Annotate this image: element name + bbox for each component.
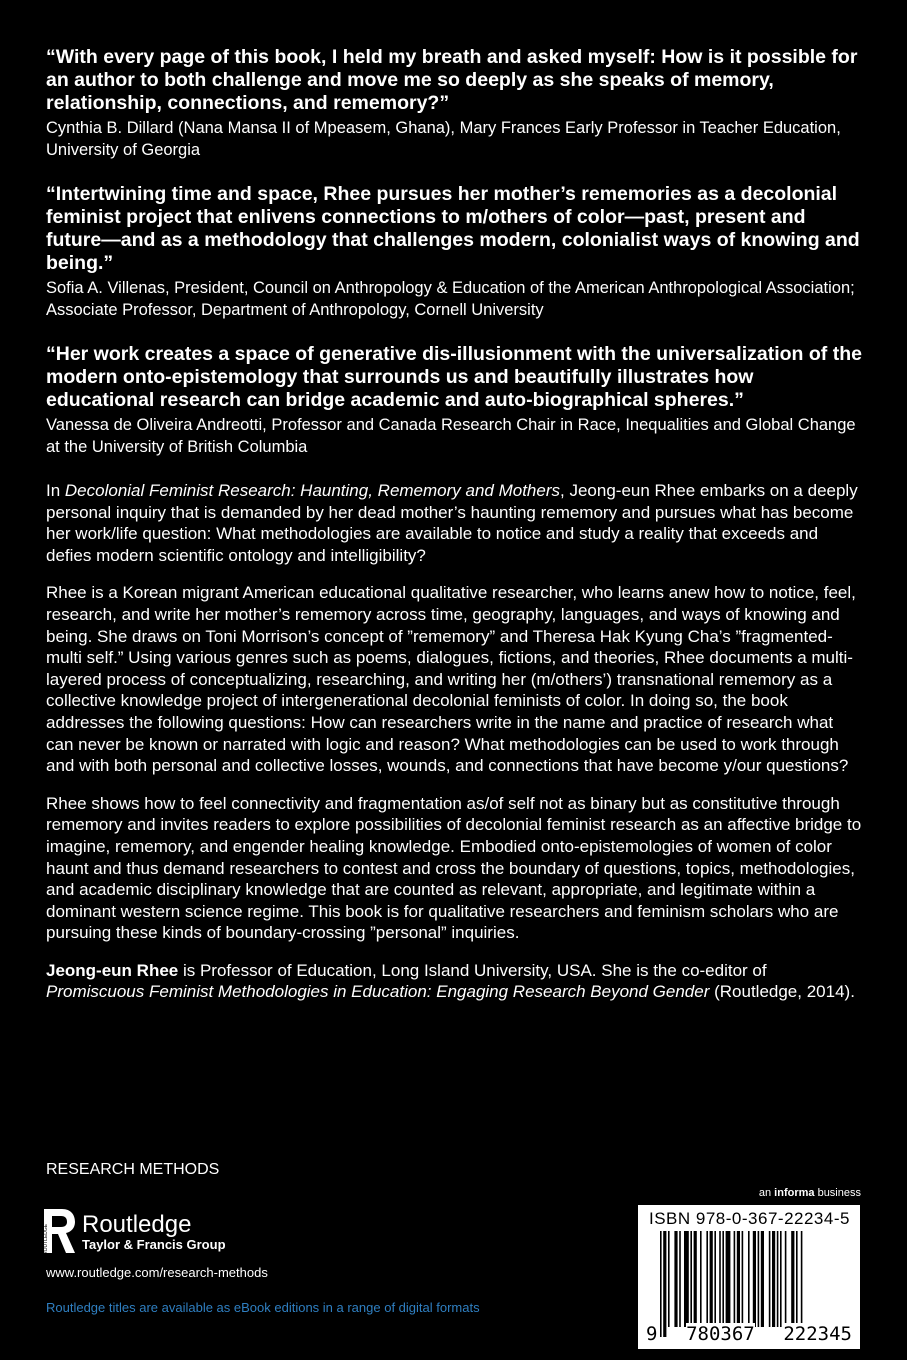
publisher-block [40,1207,226,1257]
barcode-bar [663,1231,666,1337]
blurb-attribution: Sofia A. Villenas, President, Council on Anthropology & Education of the American Anthropological Association; Associate Professor, Department of Anthropology, Cornell University [46,279,855,319]
description-paragraph-3: Rhee shows how to feel connectivity and fragmentation as/of self not as binary but as constitutive through rememory and invites readers to explore possibilities of decolonial feminist research as an affective bridge to imagine, rememory, and engender healing knowledge. Embodied onto-epistemologies of women of color haunt and thus demand researchers to contest and cross the boundary of questions, topics, methodologies, and academic disciplinary knowledge that are counted as relevant, appropriate, and legitimate within a dominant western science regime. This book is for qualitative researchers and feminism scholars who are pursuing these kinds of boundary-crossing ”personal” inquiries. [46,793,862,943]
blurb-2 [46,183,864,321]
barcode-bar [714,1231,716,1327]
barcode-bar [719,1231,721,1327]
subject-category: RESEARCH METHODS [46,1161,220,1178]
barcode-bar [753,1231,756,1327]
barcode-bar [722,1231,724,1327]
back-cover-content [46,46,864,1003]
blurb-quote: “Intertwining time and space, Rhee pursues her mother’s rememories as a decolonial feminist project that enlivens connections to m/others of color—past, present and future—and as a methodology that challenges modern, colonialist ways of knowing and being.” [46,183,860,274]
isbn-barcode [638,1205,860,1349]
barcode-bar [726,1231,731,1327]
barcode-bar [737,1231,740,1337]
barcode-bar [772,1231,775,1327]
blurb-quote: “Her work creates a space of generative dis-illusionment with the universalization of the modern onto-epistemology that surrounds us and beautifully illustrates how educational research can bridge academic and auto-biographical spheres.” [46,343,862,411]
publisher-website[interactable]: www.routledge.com/research-methods [46,1265,268,1280]
barcode-bar [710,1231,713,1327]
blurb-attribution: Cynthia B. Dillard (Nana Mansa II of Mpeasem, Ghana), Mary Frances Early Professor in Teacher Education, University of Georgia [46,119,841,159]
barcode-bar [684,1231,689,1327]
barcode-bar [791,1231,794,1327]
blurb-quote: “With every page of this book, I held my breath and asked myself: How is it possible for an author to both challenge and move me so deeply as she speaks of memory, relationship, connections, and rememory?” [46,46,858,114]
barcode-bar [761,1231,764,1327]
publisher-name: Routledge [82,1211,192,1238]
author-name: Jeong-eun Rhee [46,960,179,980]
publisher-group: Taylor & Francis Group [82,1237,226,1252]
coedited-title: Promiscuous Feminist Methodologies in Education: Engaging Research Beyond Gender [46,982,710,1002]
barcode-bar [734,1231,736,1337]
barcode-bar [758,1231,760,1327]
barcode-digits: 9 780367 222345 [646,1323,852,1345]
barcode-bar [748,1231,750,1327]
description-paragraph-1: In Decolonial Feminist Research: Haunting, Rememory and Mothers, Jeong-eun Rhee embarks on a deeply personal inquiry that is demanded by her dead mother’s haunting rememory and pursues what has become her work/life question: What methodologies are available to notice and study a reality that exceeds and defies modern scientific ontology and intelligibility? [46,481,858,565]
isbn-label: ISBN 978-0-367-22234-5 [649,1209,850,1228]
book-title: Decolonial Feminist Research: Haunting, Rememory and Mothers [64,481,561,500]
barcode-bar [780,1231,782,1327]
author-bio: Jeong-eun Rhee is Professor of Education, Long Island University, USA. She is the co-editor of Promiscuous Feminist Methodologies in Education: Engaging Research Beyond Gender (Routledge, 2014). [46,960,855,1002]
description-paragraph-2: Rhee is a Korean migrant American educational qualitative researcher, who learns anew how to notice, feel, research, and write her mother’s rememory across time, geography, languages, and ways of knowing and being. She draws on Toni Morrison’s concept of ”rememory” and Theresa Hak Kyung Cha’s ”fragmented-multi self.” Using various genres such as poems, dialogues, fictions, and theories, Rhee documents a multi-layered process of conceptualizing, researching, and writing her (m/others’) transnational rememory as a collective knowledge project of intergenerational decolonial feminists of color. In doing so, the book addresses the following questions: How can researchers write in the name and practice of research what can never be known or narrated with logic and reason? What methodologies can be used to work through and with both personal and collective losses, wounds, and connections that have become y/our questions? [46,583,856,776]
barcode-bar [796,1231,798,1337]
book-description [46,480,864,944]
barcode-bar [679,1231,681,1327]
barcode-bar [769,1231,771,1327]
blurb-1 [46,46,864,161]
routledge-logo-icon [40,1207,76,1257]
barcode-icon [646,1231,852,1337]
ebook-note: Routledge titles are available as eBook editions in a range of digital formats [46,1300,480,1315]
blurb-attribution: Vanessa de Oliveira Andreotti, Professor and Canada Research Chair in Race, Inequalities and Global Change at the University of British Columbia [46,416,856,456]
barcode-bar [668,1231,670,1327]
barcode-bar [674,1231,677,1327]
barcode-bar [660,1231,662,1337]
barcode-bar [706,1231,708,1327]
blurb-3 [46,343,864,458]
barcode-bar [694,1231,697,1327]
barcode-bar [690,1231,692,1327]
barcode-bar [777,1231,779,1327]
barcode-bar [742,1231,744,1327]
barcode-bar [700,1231,702,1327]
informa-business-label: an informa business [758,1187,861,1199]
barcode-bar [801,1231,803,1337]
barcode-bar [785,1231,787,1327]
logo-vertical-text: ROUTLEDGE [43,1223,49,1255]
